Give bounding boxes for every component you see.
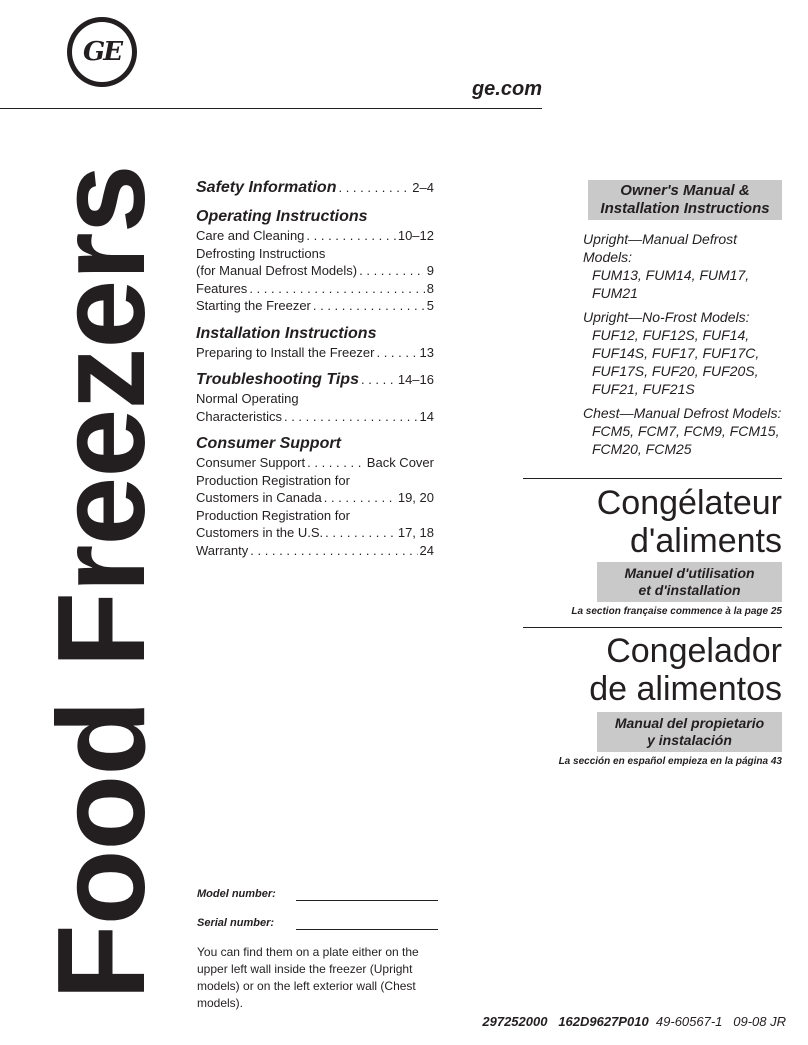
- toc-item: [196, 524, 434, 542]
- model-group-label: Models:: [583, 249, 633, 265]
- toc-item-label: Customers in Canada: [196, 490, 322, 505]
- french-title-line1: Congélateur: [596, 484, 782, 522]
- model-group-upright-nofrost: [583, 308, 793, 398]
- toc-item-label: Features: [196, 280, 248, 296]
- toc-section: [196, 178, 434, 198]
- toc-item: [196, 262, 434, 280]
- model-location-info: You can find them on a plate either on the upper left wall inside the freezer (Upright models) or on the left exterior wall (Chest models).: [197, 945, 419, 1010]
- spanish-divider: [523, 627, 782, 628]
- toc-item: [196, 280, 434, 298]
- toc-heading: Troubleshooting Tips: [196, 371, 359, 388]
- toc-item: [196, 542, 434, 560]
- toc-page: 14–16: [397, 372, 434, 387]
- toc-item-label: Consumer Support: [196, 455, 306, 470]
- toc-item-page: 24: [419, 542, 434, 558]
- toc-item-page: 10–12: [397, 228, 434, 243]
- spanish-title: [589, 632, 782, 708]
- toc-section: [196, 324, 434, 362]
- toc-item-page: Back Cover: [366, 455, 434, 470]
- model-numbers: FUF17S, FUF20, FUF20S,: [592, 363, 759, 379]
- serial-number-line: [296, 929, 438, 930]
- toc-item-label: Starting the Freezer: [196, 298, 311, 313]
- model-group-chest: [583, 404, 793, 458]
- table-of-contents: [196, 178, 434, 568]
- spanish-manual-line1: Manual del propietario: [614, 715, 765, 731]
- toc-item: [196, 297, 434, 315]
- model-group-label: Upright—No-Frost Models:: [583, 309, 750, 325]
- french-manual-line2: et d'installation: [638, 582, 741, 598]
- spanish-note: La sección en español empieza en la página 43: [558, 756, 782, 767]
- toc-item-page: 13: [419, 344, 434, 360]
- toc-item-page: 14: [419, 408, 434, 424]
- toc-item-label: Customers in the U.S.: [196, 525, 324, 540]
- toc-item-page: 8: [426, 280, 434, 296]
- toc-item-page: 19, 20: [397, 490, 434, 505]
- spanish-manual-line2: y instalación: [647, 732, 732, 748]
- model-numbers: FUF21, FUF21S: [592, 381, 695, 397]
- toc-item-page: 17, 18: [397, 525, 434, 540]
- toc-item-label: Care and Cleaning: [196, 228, 305, 243]
- toc-section: [196, 434, 434, 559]
- owners-manual-box: [588, 180, 782, 220]
- model-group-label: Chest—Manual Defrost Models:: [583, 405, 782, 421]
- toc-item-label: Production Registration for: [196, 472, 350, 488]
- ge-logo: [67, 17, 137, 87]
- footer-code: 297252000: [482, 1014, 548, 1029]
- toc-item-page: 5: [426, 298, 434, 313]
- toc-item: [196, 489, 434, 507]
- french-manual-box: [597, 562, 782, 602]
- toc-item-label: (for Manual Defrost Models): [196, 263, 358, 278]
- toc-page: 2–4: [412, 180, 434, 195]
- footer-code: 09-08 JR: [733, 1014, 786, 1029]
- model-group-upright-manual: [583, 230, 793, 302]
- french-title: [597, 484, 782, 560]
- site-url: ge.com: [471, 78, 542, 100]
- owners-manual-line2: Installation Instructions: [600, 200, 770, 217]
- toc-item-label: Production Registration for: [196, 507, 350, 523]
- toc-item: [196, 390, 434, 408]
- toc-item: [196, 408, 434, 426]
- toc-item-label: Normal Operating: [196, 391, 299, 406]
- toc-item: [196, 454, 434, 472]
- toc-heading: Safety Information: [196, 179, 337, 196]
- toc-item: [196, 227, 434, 245]
- toc-heading: Operating Instructions: [196, 208, 368, 225]
- toc-item: [196, 507, 434, 525]
- model-list: [583, 230, 793, 464]
- model-number-label: Model number:: [197, 888, 276, 900]
- footer-code: 162D9627P010: [558, 1014, 649, 1029]
- toc-item: [196, 472, 434, 490]
- toc-section: [196, 370, 434, 425]
- model-numbers: FUF14S, FUF17, FUF17C,: [592, 345, 760, 361]
- french-note: La section française commence à la page 25: [571, 606, 782, 617]
- model-numbers: FUM21: [592, 285, 638, 301]
- model-numbers: FCM5, FCM7, FCM9, FCM15,: [592, 423, 780, 439]
- ge-logo-inner: [72, 22, 132, 82]
- serial-number-label: Serial number:: [197, 917, 275, 929]
- french-divider: [523, 478, 782, 479]
- model-numbers: FUF12, FUF12S, FUF14,: [592, 327, 750, 343]
- toc-item-page: 9: [426, 263, 434, 278]
- footer-codes: [482, 1014, 786, 1029]
- toc-heading-row: [196, 370, 434, 390]
- toc-section: [196, 207, 434, 315]
- footer-code: 49-60567-1: [655, 1014, 723, 1029]
- spanish-title-line2: de alimentos: [589, 670, 782, 708]
- model-number-line: [296, 900, 438, 901]
- header-divider: [0, 108, 542, 109]
- model-numbers: FCM20, FCM25: [592, 441, 692, 457]
- toc-item: [196, 245, 434, 263]
- toc-item-label: Characteristics: [196, 408, 282, 424]
- french-title-line2: d'aliments: [629, 522, 782, 560]
- spanish-manual-box: [597, 712, 782, 752]
- toc-heading-row: [196, 178, 434, 198]
- toc-item: [196, 344, 434, 362]
- toc-heading: Installation Instructions: [196, 324, 377, 342]
- ge-logo-text: GE: [82, 37, 122, 67]
- french-manual-line1: Manuel d'utilisation: [624, 565, 755, 581]
- model-numbers: FUM13, FUM14, FUM17,: [592, 267, 750, 283]
- owners-manual-line1: Owner's Manual &: [620, 182, 750, 199]
- model-group-label: Upright—Manual Defrost: [583, 231, 738, 247]
- toc-item-label: Defrosting Instructions: [196, 245, 326, 261]
- toc-heading: Consumer Support: [196, 435, 341, 452]
- toc-item-label: Warranty: [196, 542, 249, 558]
- toc-item-label: Preparing to Install the Freezer: [196, 344, 375, 360]
- spanish-title-line1: Congelador: [606, 632, 782, 670]
- page-title: Food Freezers: [33, 165, 171, 1000]
